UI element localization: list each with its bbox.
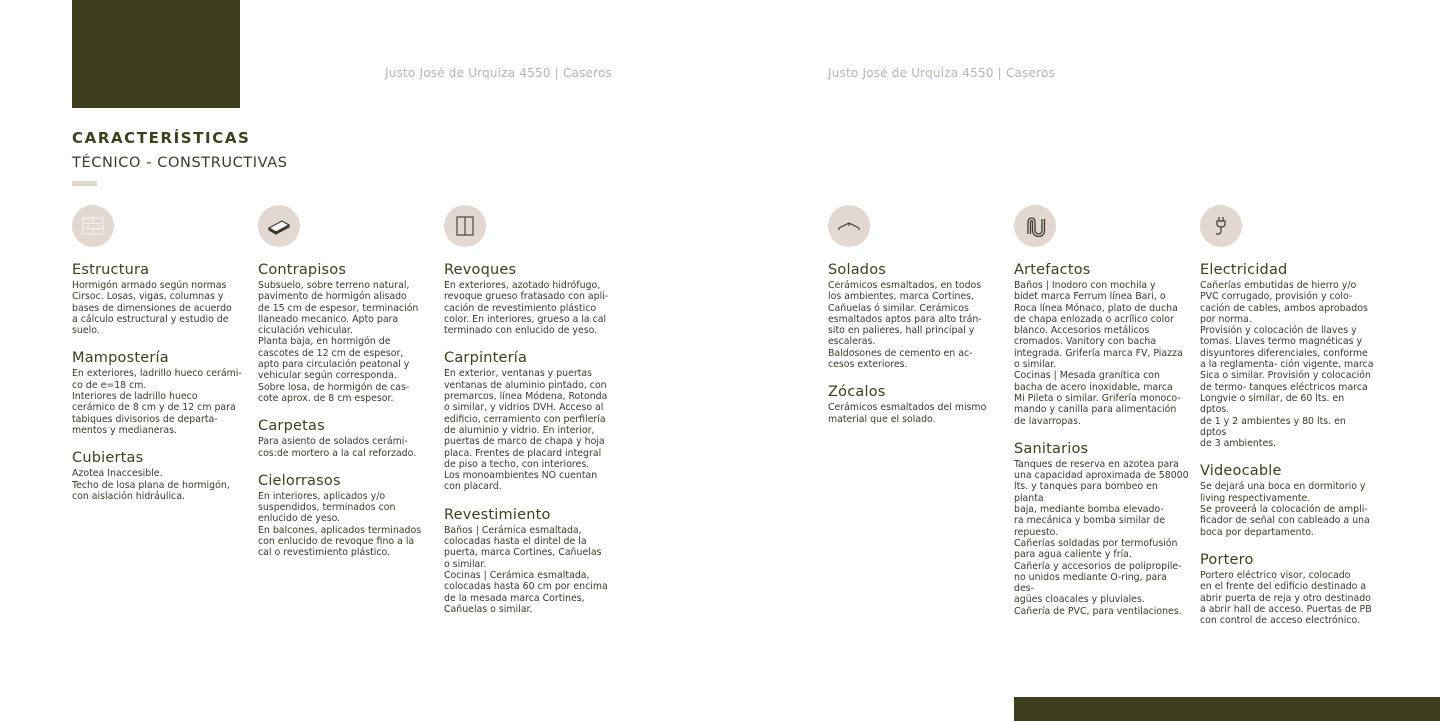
section-title: Contrapisos <box>258 262 347 278</box>
section-title: Solados <box>828 262 887 278</box>
section-text: Baños | Cerámica esmaltada, colocadas hasta el dintel de la puerta, marca Cortines, Cañuelas o similar. Cocinas | Cerámica esmaltada, colocadas hasta 60 cm por encima de la mesada marca Cortines, Cañuelas o similar. <box>444 524 608 615</box>
section-text: En exteriores, ladrillo hueco cerámi- co de e=18 cm. Interiores de ladrillo hueco cerámico de 8 cm y de 12 cm para tabiques divisorios de departa- mentos y medianeras. <box>72 368 242 436</box>
section-text: En interiores, aplicados y/o suspendidos, terminados con enlucido de yeso. En balcones, aplicados terminados con enlucido de revoque fino a la cal o revestimiento plástico. <box>258 490 422 559</box>
section-title: Zócalos <box>828 384 886 401</box>
section-text: Baños | Inodoro con mochila y bidet marca Ferrum línea Bari, o Roca línea Mónaco, plato de ducha de chapa enlozada o acrílico color blanco. Accesorios metálicos cromados. Vanitory con bacha integrada. Grifería marca FV, Piazza o similar. Cocinas | Mesada granítica con bacha de acero inoxidable, marca Mi Pileta o similar. Grifería monoco- mando y canilla para alimentación de lavarropas. <box>1014 280 1183 427</box>
bottom-color-block <box>1014 697 1440 721</box>
brick-wall-icon <box>72 205 114 247</box>
section-title: Revestimiento <box>444 506 551 523</box>
page-subtitle: TÉCNICO - CONSTRUCTIVAS <box>72 155 288 171</box>
section-title: Electricidad <box>1200 262 1288 278</box>
section-title: Portero <box>1200 551 1254 568</box>
section-solados <box>828 262 1003 370</box>
floor-slab-icon <box>258 205 300 247</box>
section-revoques <box>444 262 619 336</box>
section-title: Estructura <box>72 262 150 278</box>
section-title: Carpintería <box>444 350 528 367</box>
floor-tile-icon <box>828 205 870 247</box>
section-text: Cerámicos esmaltados, en todos los ambientes, marca Cortines, Cañuelas ó similar. Cerámicos esmaltados aptos para alto trán- sito en palieres, hall principal y escaleras. Baldosones de cemento en ac- cesos exteriores. <box>828 280 982 371</box>
section-text: Subsuelo, sobre terreno natural, pavimento de hormigón alisado de 15 cm de espesor, terminación llaneado mecanico. Apto para ciculación vehicular. Planta baja, en hormigón de cascotes de 12 cm de espesor, apto para circulación peatonal y vehicular según corresponda. Sobre losa, de hormigón de cas- cote aprox. de 8 cm espesor. <box>258 280 419 404</box>
section-text: Para asiento de solados cerámi- cos:de mortero a la cal reforzado. <box>258 436 417 459</box>
section-text: Hormigón armado según normas Cirsoc. Losas, vigas, columnas y bases de dimensiones de acuerdo a cálculo estructural y estudio de suelo. <box>72 280 232 337</box>
column-2 <box>258 262 433 573</box>
section-title: Carpetas <box>258 418 325 435</box>
address-left: Justo José de Urquiza 4550 | Caseros <box>385 66 612 80</box>
section-sanitarios <box>1014 441 1189 617</box>
section-text: Azotea Inaccesible. Techo de losa plana de hormigón, con aislación hidráulica. <box>72 468 230 502</box>
section-cielorrasos <box>258 473 433 559</box>
section-text: En exterior, ventanas y puertas ventanas de aluminio pintado, con premarcos, línea Módena, Rotonda o similar, y vidrios DVH. Acceso al edificio, cerramiento con perfilería de aluminio y vidrio. En interior, puertas de marco de chapa y hoja placa. Frentes de placard integral de piso a techo, con interiores. Los monoambientes NO cuentan con placard. <box>444 368 608 493</box>
section-title: Artefactos <box>1014 262 1091 278</box>
column-4 <box>828 262 1003 439</box>
wall-panel-icon <box>444 205 486 247</box>
section-electricidad <box>1200 262 1375 449</box>
section-title: Mampostería <box>72 350 169 367</box>
top-color-block <box>72 0 240 108</box>
section-title: Cubiertas <box>72 450 144 467</box>
section-zocalos <box>828 384 1003 425</box>
section-title: Cielorrasos <box>258 472 341 489</box>
section-title: Videocable <box>1200 463 1282 480</box>
section-carpinteria <box>444 350 619 492</box>
column-3 <box>444 262 619 629</box>
title-underline <box>72 181 97 186</box>
plumbing-pipe-icon <box>1014 205 1056 247</box>
section-text: Portero eléctrico visor, colocado en el frente del edificio destinado a abrir puerta de reja y otro destinado a abrir hall de acceso. Puertas de PB con control de acceso electrónico. <box>1200 569 1372 627</box>
section-text: Tanques de reserva en azotea para una capacidad aproximada de 58000 lts. y tanques para bombeo en planta baja, mediante bomba elevado- ra mecánica y bomba similar de repuesto. Cañerías soldadas por termofusión para agua caliente y fría. Cañería y accesorios de polipropile- no unidos mediante O-ring, para des- agües cloacales y pluviales. Cañería de PVC, para ventilaciones. <box>1014 458 1189 617</box>
section-artefactos <box>1014 262 1189 427</box>
section-contrapisos <box>258 262 433 404</box>
column-1 <box>72 262 247 516</box>
column-5 <box>1014 262 1189 631</box>
section-videocable <box>1200 463 1375 537</box>
section-text: Cañerías embutidas de hierro y/o PVC corrugado, provisión y colo- cación de cables, ambos aprobados por norma. Provisión y colocación de llaves y tomas. Llaves termo magnéticas y disyuntores diferenciales, conforme a la reglamenta- ción vigente, marca Sica o similar. Provisión y colocación de termo- tanques eléctricos marca Longvie o similar, de 60 lts. en dptos. de 1 y 2 ambientes y 80 lts. en dptos de 3 ambientes. <box>1200 280 1374 450</box>
section-mamposteria <box>72 350 247 436</box>
section-text: En exteriores, azotado hidrófugo, revoque grueso fratasado con apli- cación de revestimiento plástico color. En interiores, grueso a la cal terminado con enlucido de yeso. <box>444 280 609 337</box>
column-6 <box>1200 262 1375 640</box>
section-cubiertas <box>72 450 247 502</box>
section-title: Revoques <box>444 262 517 278</box>
section-text: Se dejará una boca en dormitorio y living respectivamente. Se proveerá la colocación de ampli- ficador de señal con cableado a una boca por departamento. <box>1200 481 1370 538</box>
section-carpetas <box>258 418 433 459</box>
section-title: Sanitarios <box>1014 440 1089 457</box>
section-portero <box>1200 552 1375 626</box>
page-title: CARACTERÍSTICAS <box>72 129 251 147</box>
section-estructura <box>72 262 247 336</box>
section-text: Cerámicos esmaltados del mismo material que el solado. <box>828 402 987 425</box>
address-right: Justo José de Urquiza 4550 | Caseros <box>828 66 1055 80</box>
electric-plug-icon <box>1200 205 1242 247</box>
section-revestimiento <box>444 507 619 615</box>
